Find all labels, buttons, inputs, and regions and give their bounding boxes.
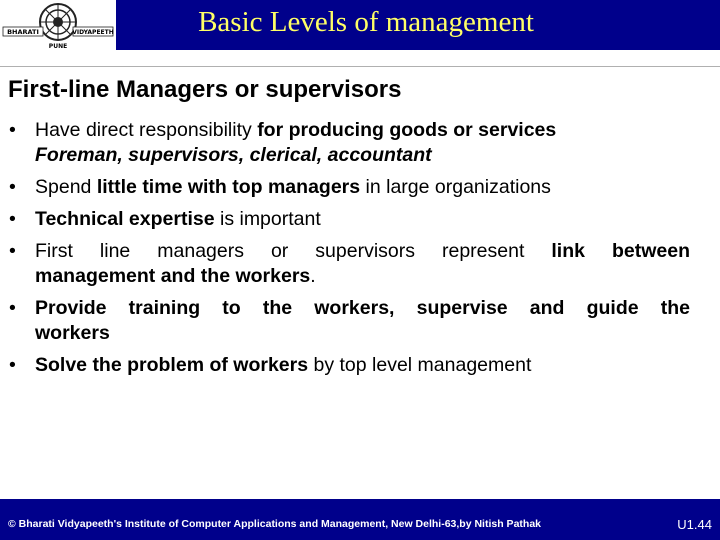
bullet-line: [35, 207, 690, 232]
bullet-text: Technical expertise: [35, 208, 215, 230]
bullet-text: by top level management: [308, 354, 532, 376]
bullet-marker: •: [9, 119, 16, 141]
institution-logo: [0, 0, 116, 60]
bullet-line: [35, 296, 690, 321]
page-number: U1.44: [677, 517, 712, 532]
bullet-line: [35, 321, 690, 346]
bullet-item: [8, 353, 690, 378]
bullet-marker: •: [9, 297, 16, 319]
bullet-text: is important: [214, 208, 321, 230]
bullet-list: [8, 118, 690, 385]
header-divider: [0, 66, 720, 67]
bullet-item: [8, 175, 690, 200]
svg-text:VIDYAPEETH: VIDYAPEETH: [72, 29, 114, 36]
bullet-marker: •: [9, 208, 16, 230]
bullet-text: link between: [551, 240, 690, 262]
bullet-line: [35, 175, 690, 200]
bullet-text: First line managers or supervisors represent: [35, 240, 552, 262]
bullet-marker: •: [9, 240, 16, 262]
bullet-text: Spend: [35, 176, 97, 198]
slide-footer: [0, 499, 720, 540]
bullet-line: [35, 143, 690, 168]
bullet-text: in large organizations: [360, 176, 551, 198]
bullet-line: [35, 353, 690, 378]
footer-copyright: © Bharati Vidyapeeth's Institute of Computer Applications and Management, New Delhi-63,by Nitish Pathak: [8, 518, 541, 530]
bullet-line: [35, 118, 690, 143]
bullet-marker: •: [9, 354, 16, 376]
bullet-text: for producing goods or services: [257, 119, 557, 141]
bullet-text: management and the workers: [35, 265, 311, 287]
bullet-text: Foreman, supervisors, clerical, accountant: [35, 144, 432, 166]
bullet-text: Provide training to the workers, supervise and guide the: [35, 297, 690, 319]
bullet-item: [8, 207, 690, 232]
bullet-line: [35, 239, 690, 264]
svg-text:PUNE: PUNE: [48, 43, 68, 50]
bullet-text: Solve the problem of workers: [35, 354, 309, 376]
bullet-line: [35, 264, 690, 289]
bullet-text: .: [310, 265, 316, 287]
bullet-text: little time with top managers: [96, 176, 361, 198]
bullet-text: workers: [35, 322, 110, 344]
bullet-text: Have direct responsibility: [35, 119, 258, 141]
bullet-item: [8, 118, 690, 168]
svg-text:BHARATI: BHARATI: [7, 28, 39, 36]
bullet-item: [8, 239, 690, 289]
slide-title: Basic Levels of management: [198, 6, 534, 38]
bullet-marker: •: [9, 176, 16, 198]
bullet-item: [8, 296, 690, 346]
slide-subtitle: First-line Managers or supervisors: [8, 76, 402, 103]
